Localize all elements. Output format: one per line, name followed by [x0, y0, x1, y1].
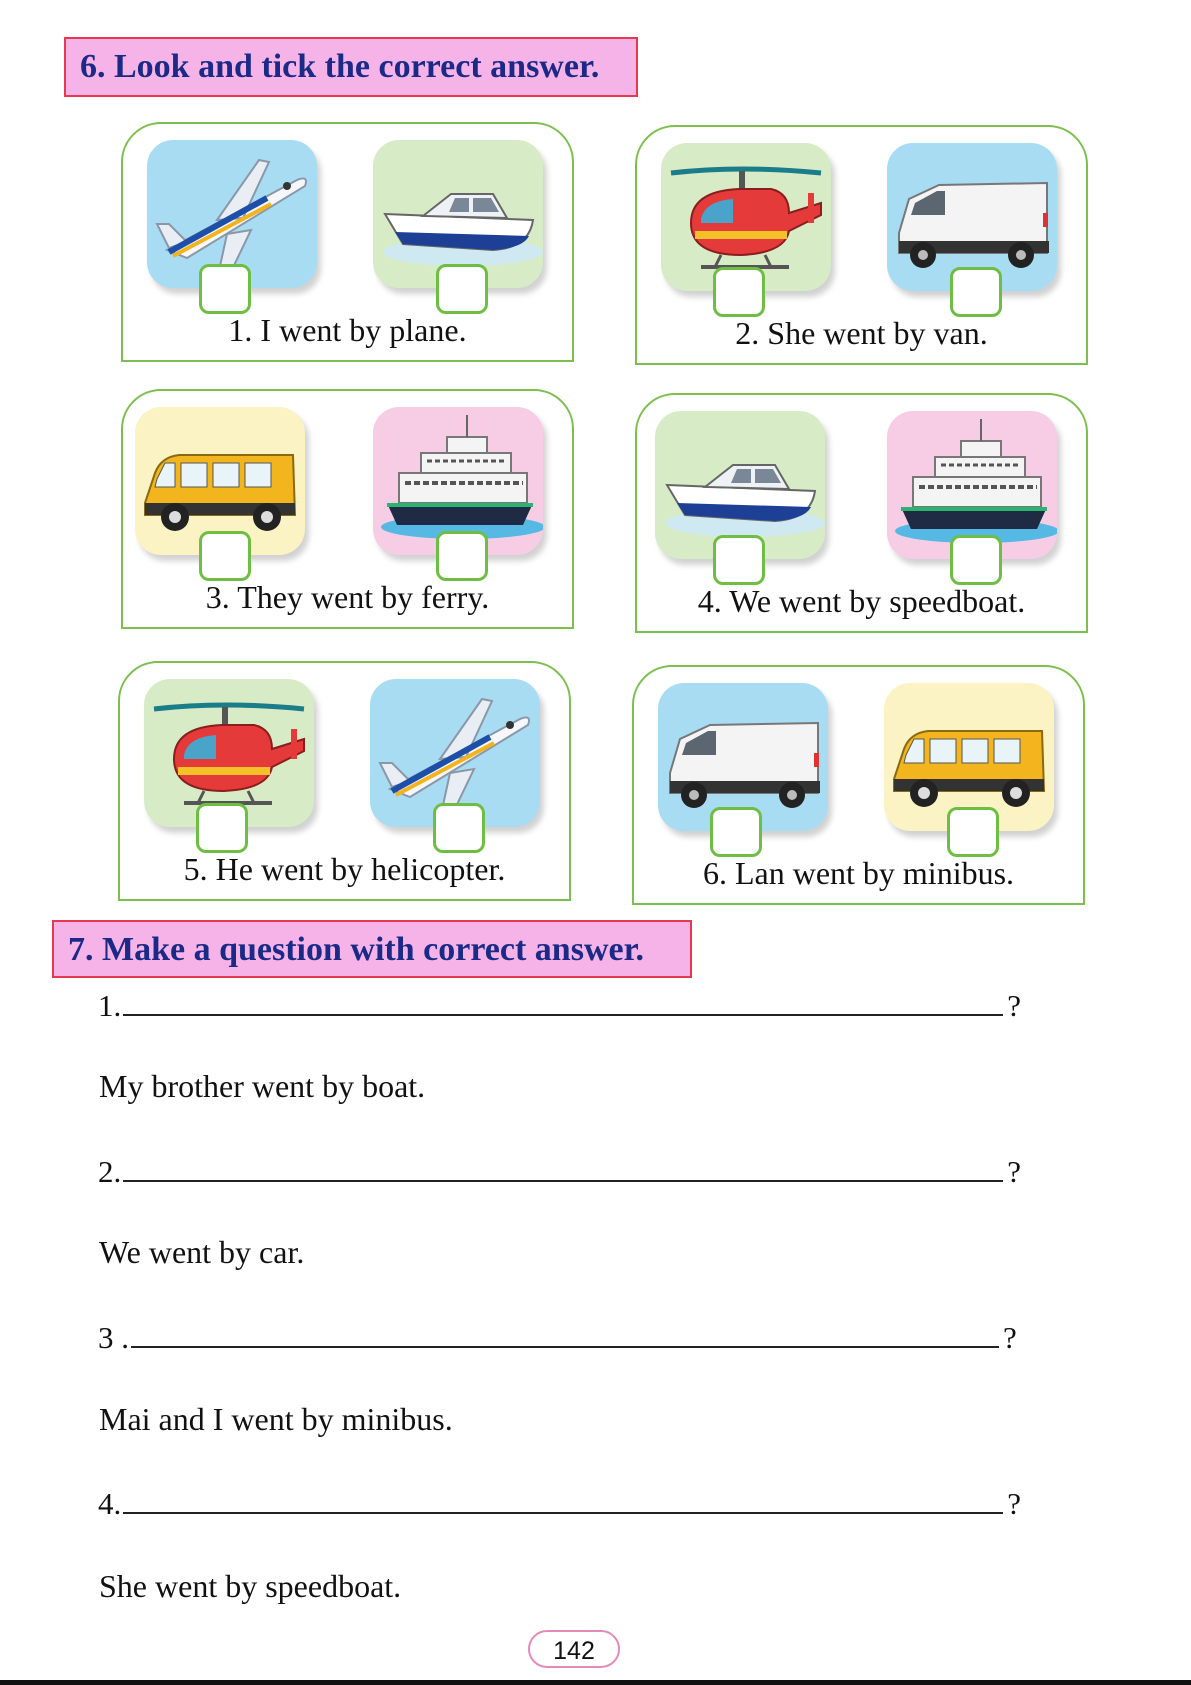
card-caption: 6. Lan went by minibus.: [702, 855, 1015, 891]
tick-box-4b[interactable]: [950, 535, 1002, 585]
exercise-card-5: [118, 661, 571, 901]
card-caption: 1. I went by plane.: [228, 312, 467, 348]
exercise-card-2: [635, 125, 1088, 365]
tick-box-3a[interactable]: [199, 531, 251, 581]
page-number: 142: [528, 1630, 620, 1668]
answer-sentence-1: My brother went by boat.: [99, 1068, 426, 1104]
question-line-1[interactable]: [98, 988, 1021, 1024]
question-mark: ?: [1007, 988, 1022, 1023]
tick-box-5b[interactable]: [433, 803, 485, 853]
answer-blank[interactable]: [123, 1486, 1003, 1514]
exercise-card-3: [121, 389, 574, 629]
answer-blank[interactable]: [131, 1320, 999, 1348]
tick-box-2b[interactable]: [950, 267, 1002, 317]
tick-box-3b[interactable]: [436, 531, 488, 581]
question-line-2[interactable]: [98, 1154, 1021, 1190]
bottom-border: [0, 1680, 1191, 1685]
exercise-6-heading: 6. Look and tick the correct answer.: [64, 37, 638, 97]
question-line-3[interactable]: [98, 1320, 1017, 1356]
question-mark: ?: [1007, 1486, 1022, 1521]
question-number: 2.: [98, 1154, 122, 1189]
question-number: 3 .: [98, 1320, 129, 1355]
card-caption: 2. She went by van.: [735, 315, 988, 351]
exercise-card-1: [121, 122, 574, 362]
tick-box-4a[interactable]: [713, 535, 765, 585]
card-caption: 5. He went by helicopter.: [183, 851, 506, 887]
answer-blank[interactable]: [123, 988, 1003, 1016]
answer-sentence-2: We went by car.: [99, 1234, 305, 1270]
tick-box-1b[interactable]: [436, 264, 488, 314]
question-mark: ?: [1007, 1154, 1022, 1189]
exercise-7-heading: 7. Make a question with correct answer.: [52, 920, 692, 978]
question-line-4[interactable]: [98, 1486, 1021, 1522]
tick-box-1a[interactable]: [199, 264, 251, 314]
question-mark: ?: [1003, 1320, 1017, 1355]
tick-box-6b[interactable]: [947, 807, 999, 857]
answer-sentence-4: She went by speedboat.: [99, 1568, 402, 1604]
question-number: 1.: [98, 988, 122, 1023]
exercise-card-6: [632, 665, 1085, 905]
tick-box-6a[interactable]: [710, 807, 762, 857]
card-caption: 4. We went by speedboat.: [697, 583, 1026, 619]
answer-blank[interactable]: [123, 1154, 1003, 1182]
answer-sentence-3: Mai and I went by minibus.: [99, 1401, 453, 1437]
tick-box-5a[interactable]: [196, 803, 248, 853]
exercise-card-4: [635, 393, 1088, 633]
tick-box-2a[interactable]: [713, 267, 765, 317]
question-number: 4.: [98, 1486, 122, 1521]
card-caption: 3. They went by ferry.: [205, 579, 490, 615]
